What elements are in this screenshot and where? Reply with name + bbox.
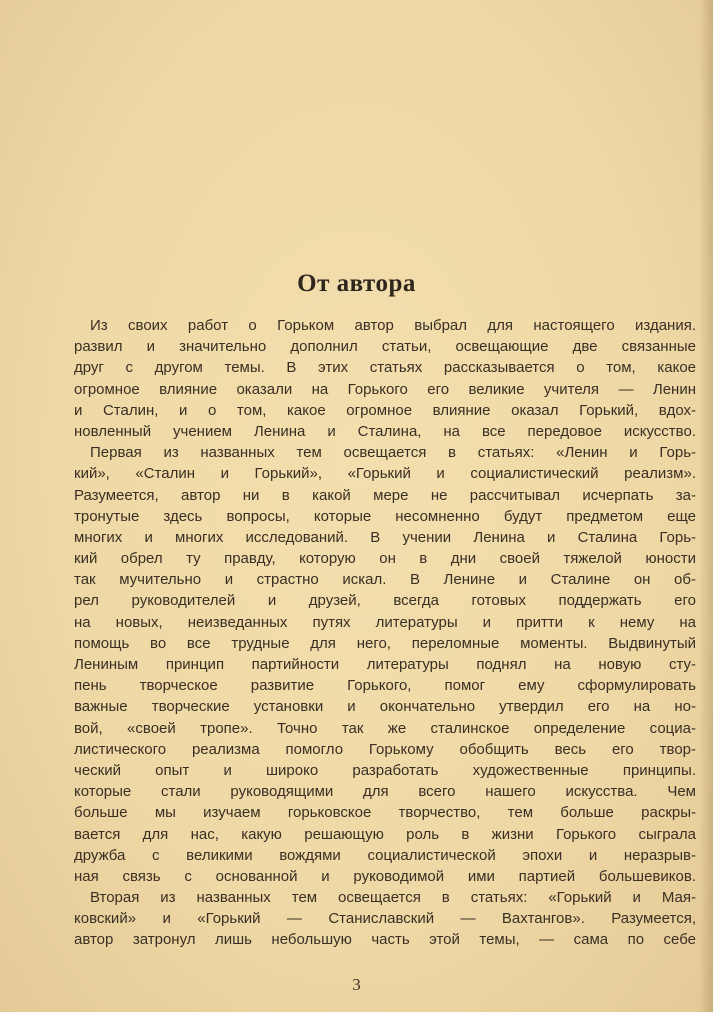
text-line: на новых, неизведанных путях литературы и притти к нему на [74, 613, 696, 631]
text-line: больше мы изучаем горьковское творчество, тем больше раскры- [74, 804, 696, 822]
text-line: развил и значительно дополнил статьи, освещающие две связанные [74, 338, 696, 356]
page-edge-shadow [699, 0, 713, 1012]
text-line: ная связь с основанной и руководимой ими партией большевиков. [74, 867, 696, 885]
text-line: кий», «Сталин и Горький», «Горький и социалистический реализм». [74, 465, 696, 483]
text-line: вается для нас, какую решающую роль в жизни Горького сыграла [74, 825, 696, 843]
text-line: кий обрел ту правду, которую он в дни своей тяжелой юности [74, 550, 696, 568]
page-number: 3 [352, 975, 361, 994]
text-line: тронутые здесь вопросы, которые несомненно будут предметом еще [74, 507, 696, 525]
body-text [74, 315, 696, 951]
text-line: друг с другом темы. В этих статьях рассказывается о том, какое [74, 359, 696, 377]
text-line: пень творческое развитие Горького, помог ему сформулировать [74, 677, 696, 695]
text-line: огромное влияние оказали на Горького его великие учителя — Ленин [74, 380, 696, 398]
text-line: дружба с великими вождями социалистической эпохи и неразрыв- [74, 846, 696, 864]
text-line: помощь во все трудные для него, переломные моменты. Выдвинутый [74, 634, 696, 652]
text-line: многих и многих исследований. В учении Ленина и Сталина Горь- [74, 528, 696, 546]
chapter-title: От автора [297, 270, 416, 297]
text-line: листического реализма помогло Горькому обобщить весь его твор- [74, 740, 696, 758]
text-line: важные творческие установки и окончательно утвердил его на но- [74, 698, 696, 716]
text-line: Вторая из названных тем освещается в статьях: «Горький и Мая- [90, 889, 696, 907]
text-line: так мучительно и страстно искал. В Ленине и Сталине он об- [74, 571, 696, 589]
text-line: новленный учением Ленина и Сталина, на все передовое искусство. [74, 422, 696, 440]
text-line: ческий опыт и широко разработать художественные принципы. [74, 761, 696, 779]
text-line: автор затронул лишь небольшую часть этой темы, — сама по себе [74, 931, 696, 949]
text-line: которые стали руководящими для всего нашего искусства. Чем [74, 783, 696, 801]
text-line: ковский» и «Горький — Станиславский — Вахтангов». Разумеется, [74, 910, 696, 928]
text-line: Разумеется, автор ни в какой мере не рассчитывал исчерпать за- [74, 486, 696, 504]
text-line: Лениным принцип партийности литературы поднял на новую сту- [74, 656, 696, 673]
text-line: рел руководителей и друзей, всегда готовых поддержать его [74, 592, 696, 610]
text-line: Первая из названных тем освещается в статьях: «Ленин и Горь- [90, 444, 696, 462]
text-line: и Сталин, и о том, какое огромное влияние оказал Горький, вдох- [74, 401, 696, 419]
text-line: Из своих работ о Горьком автор выбрал для настоящего издания. [90, 317, 696, 334]
text-line: вой, «своей тропе». Точно так же сталинское определение социа- [74, 719, 696, 737]
